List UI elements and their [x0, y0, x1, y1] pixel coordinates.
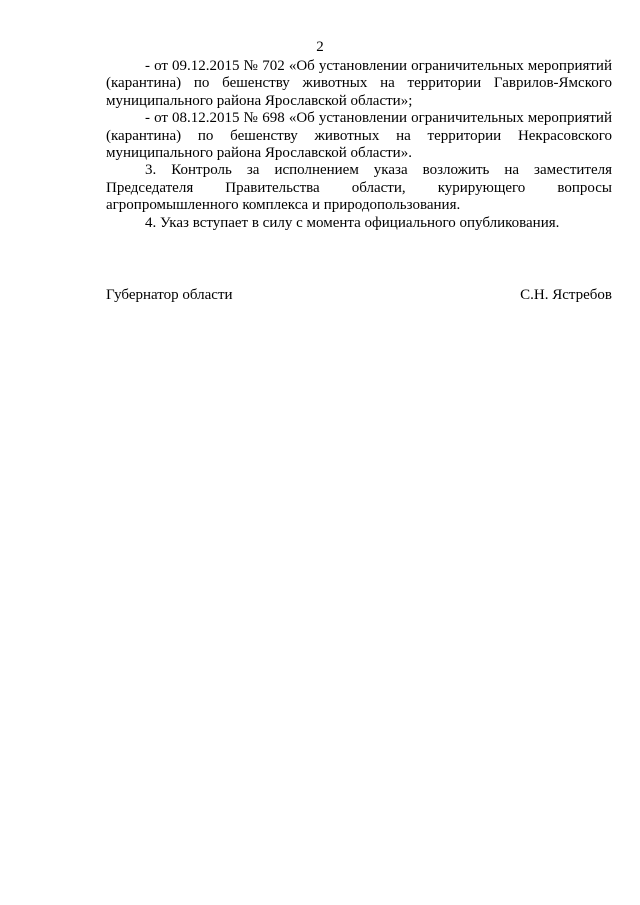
paragraph-effective-date: 4. Указ вступает в силу с момента официального опубликования. — [145, 214, 560, 231]
signature-block — [106, 286, 612, 304]
paragraph-decree-702: - от 09.12.2015 № 702 «Об установлении ограничительных мероприятий (карантина) по бешенству животных на территории Гаврилов-Ямского муниципального района Ярославской области»; — [106, 58, 612, 109]
signatory-name: С.Н. Ястребов — [520, 287, 612, 303]
signatory-position: Губернатор области — [106, 287, 233, 303]
paragraph-control: 3. Контроль за исполнением указа возложить на заместителя Председателя Правительства области, курирующего вопросы агропромышленного комплекса и природопользования. — [106, 162, 612, 214]
page-number: 2 — [316, 39, 324, 55]
paragraph-decree-698: - от 08.12.2015 № 698 «Об установлении ограничительных мероприятий (карантина) по бешенству животных на территории Некрасовского муниципального района Ярославской области». — [106, 110, 612, 162]
document-body — [106, 58, 612, 232]
